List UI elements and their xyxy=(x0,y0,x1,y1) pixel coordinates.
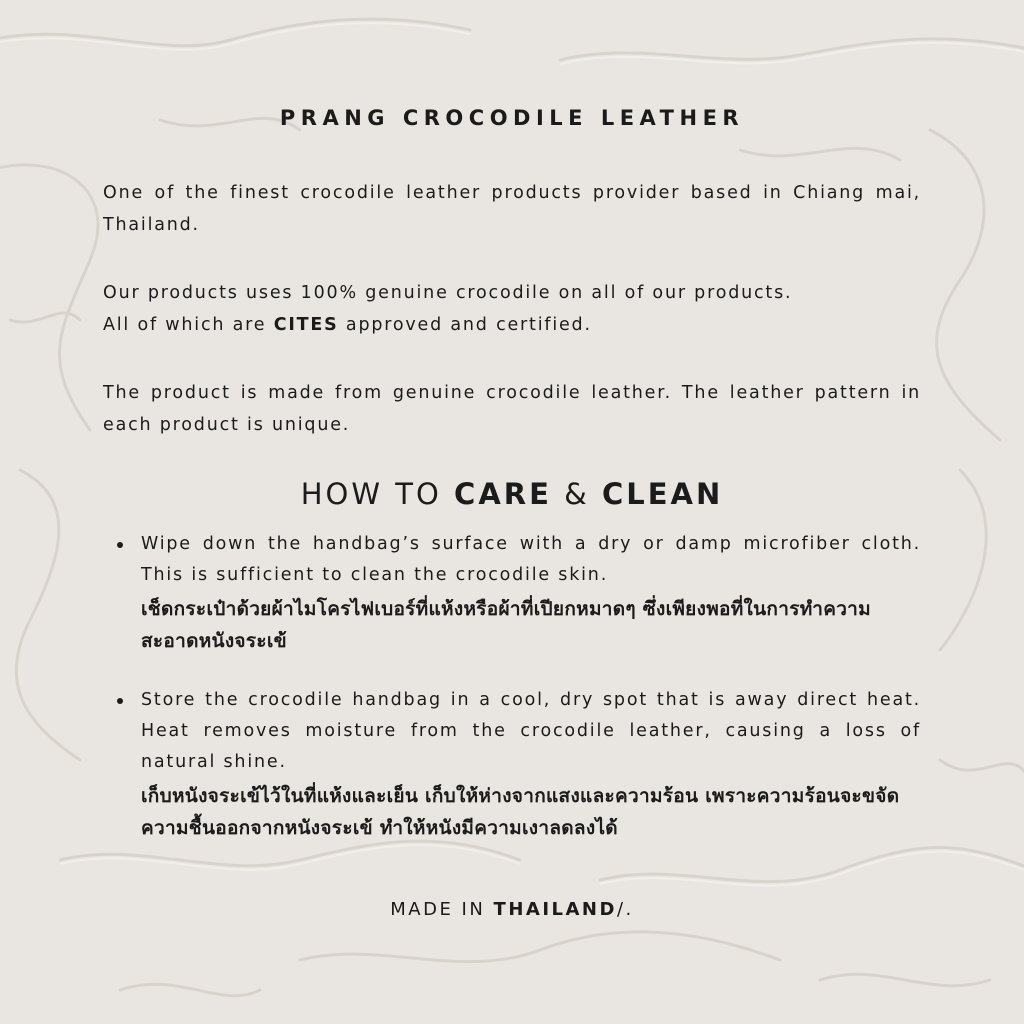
care-bullet-wipe-thai: เช็ดกระเป๋าด้วยผ้าไมโครไฟเบอร์ที่แห้งหรือผ้าที่เปียกหมาดๆ ซึ่งเพียงพอที่ในการทำความสะอาดหนังจระเข้ xyxy=(141,598,871,652)
intro-text-2-line-1: Our products uses 100% genuine crocodile on all of our products. xyxy=(103,283,793,303)
care-heading-care: CARE xyxy=(454,477,552,511)
intro-paragraph-2 xyxy=(103,277,921,341)
care-bullet-wipe-english: Wipe down the handbag’s surface with a dry or damp microfiber cloth. This is sufficient to clean the crocodile skin. xyxy=(141,534,921,585)
intro-text-2-line-2-before: All of which are xyxy=(103,315,274,335)
care-bullet-wipe xyxy=(117,529,921,657)
care-bullet-store xyxy=(117,685,921,844)
intro-paragraph-1 xyxy=(103,177,921,241)
intro-text-1: One of the finest crocodile leather products provider based in Chiang mai, Thailand. xyxy=(103,183,921,235)
care-heading-clean: CLEAN xyxy=(601,477,724,511)
footer-prefix: MADE IN xyxy=(390,899,494,920)
care-bullet-store-thai: เก็บหนังจระเข้ไว้ในที่แห้งและเย็น เก็บให้ห่างจากแสงและความร้อน เพราะความร้อนจะขจัดความชื้นออกจากหนังจระเข้ ทำให้หนังมีความเงาลดลงได้ xyxy=(141,785,900,839)
bullet-dot-icon xyxy=(117,698,123,704)
brand-title: PRANG CROCODILE LEATHER xyxy=(279,106,745,130)
made-in-footer xyxy=(0,897,1024,923)
care-heading-part-1: HOW TO xyxy=(300,477,455,511)
intro-text-3: The product is made from genuine crocodile leather. The leather pattern in each product is unique. xyxy=(103,383,921,435)
care-bullet-store-english: Store the crocodile handbag in a cool, dry spot that is away direct heat. Heat removes moisture from the crocodile leather, causing a loss of natural shine. xyxy=(141,690,921,772)
footer-country: THAILAND xyxy=(493,899,617,920)
bullet-dot-icon xyxy=(117,542,123,548)
care-heading xyxy=(0,474,1024,514)
intro-text-2-line-2-after: approved and certified. xyxy=(338,315,592,335)
care-heading-amp: & xyxy=(551,477,602,511)
cites-label: CITES xyxy=(273,315,339,335)
footer-suffix: /. xyxy=(616,899,634,920)
intro-paragraph-3 xyxy=(103,377,921,441)
